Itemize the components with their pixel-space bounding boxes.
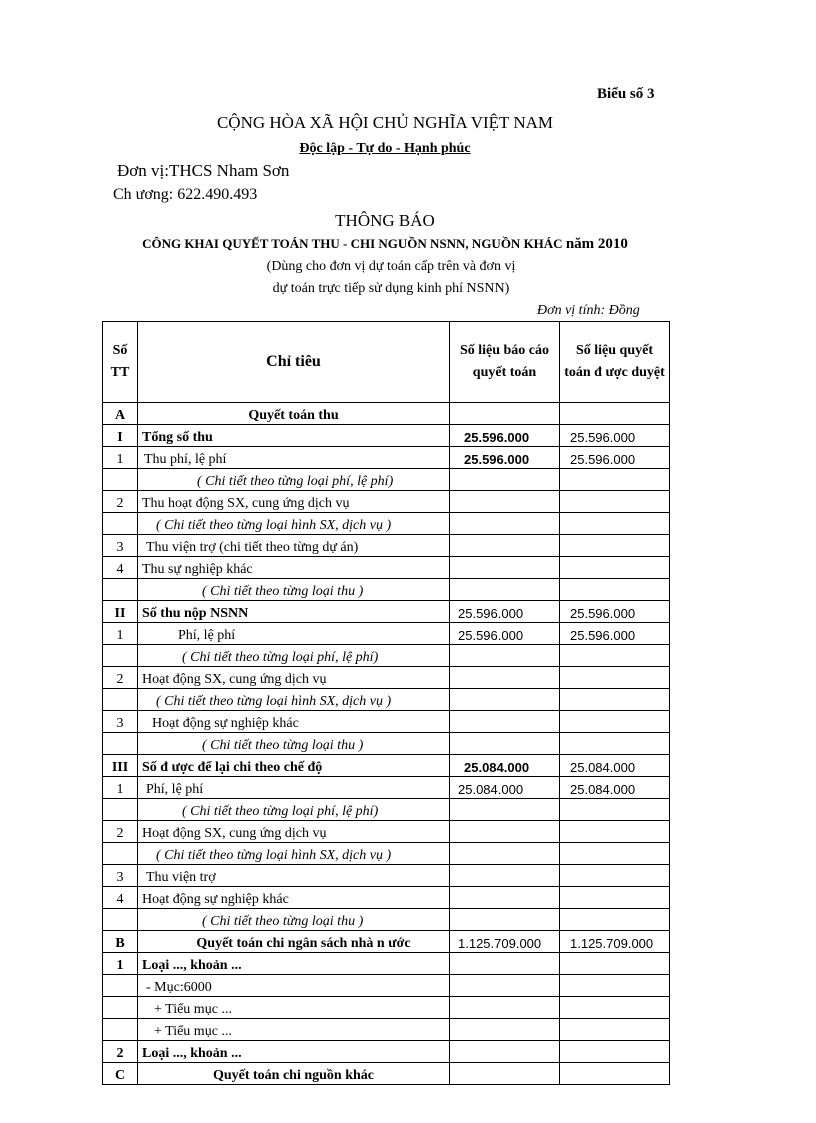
row-reported-value: 25.084.000 — [450, 755, 560, 777]
col-header-indicator: Chỉ tiêu — [138, 322, 450, 403]
unit-name: Đơn vị:THCS Nham Sơn — [117, 161, 290, 180]
row-approved-value — [560, 843, 670, 865]
row-indicator: Hoạt động sự nghiệp khác — [138, 887, 450, 909]
row-indicator: Số đ ược để lại chi theo chế độ — [138, 755, 450, 777]
row-reported-value — [450, 865, 560, 887]
row-indicator: Thu sự nghiệp khác — [138, 557, 450, 579]
row-reported-value: 25.596.000 — [450, 447, 560, 469]
row-indicator: ( Chi tiết theo từng loại hình SX, dịch vụ ) — [138, 843, 450, 865]
row-reported-value — [450, 667, 560, 689]
row-reported-value: 1.125.709.000 — [450, 931, 560, 953]
row-approved-value — [560, 579, 670, 601]
row-stt: 2 — [103, 667, 138, 689]
row-stt: 1 — [103, 953, 138, 975]
row-reported-value — [450, 469, 560, 491]
row-approved-value: 25.084.000 — [560, 777, 670, 799]
table-row — [103, 469, 670, 491]
row-stt — [103, 579, 138, 601]
row-indicator: Phí, lệ phí — [138, 623, 450, 645]
row-indicator: + Tiểu mục ... — [138, 997, 450, 1019]
row-stt: I — [103, 425, 138, 447]
row-approved-value — [560, 1019, 670, 1041]
row-stt — [103, 645, 138, 667]
row-approved-value — [560, 887, 670, 909]
row-approved-value — [560, 469, 670, 491]
row-approved-value: 25.084.000 — [560, 755, 670, 777]
row-approved-value: 25.596.000 — [560, 623, 670, 645]
row-stt: 2 — [103, 1041, 138, 1063]
row-approved-value: 25.596.000 — [560, 425, 670, 447]
row-approved-value: 25.596.000 — [560, 447, 670, 469]
row-stt: 3 — [103, 711, 138, 733]
row-reported-value — [450, 909, 560, 931]
row-stt — [103, 469, 138, 491]
row-reported-value — [450, 843, 560, 865]
table-row — [103, 711, 670, 733]
table-row — [103, 953, 670, 975]
col-header-reported: Số liệu báo cáo quyết toán — [450, 322, 560, 403]
row-reported-value — [450, 975, 560, 997]
row-reported-value — [450, 513, 560, 535]
col-header-approved: Số liệu quyết toán đ ược duyệt — [560, 322, 670, 403]
table-row — [103, 667, 670, 689]
row-stt: 1 — [103, 777, 138, 799]
row-stt — [103, 689, 138, 711]
table-row — [103, 403, 670, 425]
table-row — [103, 821, 670, 843]
row-reported-value — [450, 799, 560, 821]
row-stt: III — [103, 755, 138, 777]
row-indicator: ( Chi tiết theo từng loại phí, lệ phí) — [138, 645, 450, 667]
row-stt: 2 — [103, 491, 138, 513]
row-approved-value: 1.125.709.000 — [560, 931, 670, 953]
table-row — [103, 447, 670, 469]
row-reported-value — [450, 579, 560, 601]
row-stt — [103, 975, 138, 997]
row-stt: 1 — [103, 447, 138, 469]
row-stt — [103, 1019, 138, 1041]
row-stt: B — [103, 931, 138, 953]
row-indicator: Quyết toán chi ngân sách nhà n ước — [138, 931, 450, 953]
row-stt — [103, 997, 138, 1019]
table-row — [103, 997, 670, 1019]
row-indicator: + Tiểu mục ... — [138, 1019, 450, 1041]
row-reported-value — [450, 491, 560, 513]
row-approved-value — [560, 997, 670, 1019]
table-row — [103, 623, 670, 645]
row-indicator: ( Chi tiết theo từng loại hình SX, dịch vụ ) — [138, 689, 450, 711]
row-approved-value — [560, 733, 670, 755]
national-motto: Độc lập - Tự do - Hạnh phúc — [299, 141, 471, 156]
table-row — [103, 887, 670, 909]
row-approved-value — [560, 953, 670, 975]
row-indicator: Phí, lệ phí — [138, 777, 450, 799]
row-reported-value — [450, 557, 560, 579]
chapter-code: Ch ương: 622.490.493 — [113, 186, 258, 203]
row-reported-value — [450, 689, 560, 711]
row-approved-value — [560, 799, 670, 821]
row-approved-value — [560, 667, 670, 689]
row-indicator: Thu viện trợ (chi tiết theo từng dự án) — [138, 535, 450, 557]
table-row — [103, 557, 670, 579]
row-reported-value — [450, 821, 560, 843]
currency-unit: Đơn vị tính: Đồng — [537, 303, 640, 318]
table-row — [103, 1041, 670, 1063]
row-reported-value: 25.596.000 — [450, 623, 560, 645]
table-row — [103, 601, 670, 623]
table-row — [103, 425, 670, 447]
row-indicator: Số thu nộp NSNN — [138, 601, 450, 623]
row-approved-value — [560, 557, 670, 579]
row-stt — [103, 843, 138, 865]
row-stt: 1 — [103, 623, 138, 645]
row-reported-value — [450, 645, 560, 667]
row-stt: 2 — [103, 821, 138, 843]
table-row — [103, 1019, 670, 1041]
row-stt — [103, 799, 138, 821]
table-row — [103, 491, 670, 513]
row-approved-value — [560, 1063, 670, 1085]
row-approved-value — [560, 975, 670, 997]
row-reported-value — [450, 1041, 560, 1063]
row-stt: 3 — [103, 535, 138, 557]
table-row — [103, 865, 670, 887]
row-reported-value — [450, 1063, 560, 1085]
row-approved-value — [560, 513, 670, 535]
row-reported-value — [450, 953, 560, 975]
table-row — [103, 1063, 670, 1085]
row-indicator: Quyết toán thu — [138, 403, 450, 425]
row-approved-value — [560, 689, 670, 711]
row-indicator: Loại ..., khoản ... — [138, 1041, 450, 1063]
notice-subtitle — [0, 236, 770, 253]
row-approved-value — [560, 865, 670, 887]
row-approved-value — [560, 711, 670, 733]
row-indicator: Hoạt động SX, cung ứng dịch vụ — [138, 821, 450, 843]
row-indicator: Hoạt động sự nghiệp khác — [138, 711, 450, 733]
row-indicator: Thu hoạt động SX, cung ứng dịch vụ — [138, 491, 450, 513]
row-reported-value: 25.084.000 — [450, 777, 560, 799]
row-reported-value — [450, 535, 560, 557]
table-row — [103, 645, 670, 667]
row-approved-value — [560, 1041, 670, 1063]
row-stt: A — [103, 403, 138, 425]
notice-title: THÔNG BÁO — [335, 211, 435, 230]
notice-subtitle-text: CÔNG KHAI QUYẾT TOÁN THU - CHI NGUỒN NSNN, NGUỒN KHÁC — [142, 236, 563, 251]
settlement-table-body — [103, 322, 670, 1085]
row-stt: C — [103, 1063, 138, 1085]
settlement-table — [102, 321, 670, 1085]
row-reported-value — [450, 733, 560, 755]
row-indicator: Loại ..., khoản ... — [138, 953, 450, 975]
row-stt — [103, 733, 138, 755]
row-stt: 3 — [103, 865, 138, 887]
table-row — [103, 931, 670, 953]
row-stt: 4 — [103, 557, 138, 579]
row-stt: II — [103, 601, 138, 623]
table-row — [103, 909, 670, 931]
col-header-stt: Số TT — [103, 322, 138, 403]
table-row — [103, 755, 670, 777]
row-indicator: Tổng số thu — [138, 425, 450, 447]
row-stt: 4 — [103, 887, 138, 909]
row-indicator: Thu phí, lệ phí — [138, 447, 450, 469]
row-indicator: Hoạt động SX, cung ứng dịch vụ — [138, 667, 450, 689]
row-indicator: ( Chi tiết theo từng loại phí, lệ phí) — [138, 799, 450, 821]
row-approved-value — [560, 535, 670, 557]
table-row — [103, 843, 670, 865]
row-stt — [103, 909, 138, 931]
row-reported-value — [450, 711, 560, 733]
row-approved-value: 25.596.000 — [560, 601, 670, 623]
table-row — [103, 733, 670, 755]
row-approved-value — [560, 645, 670, 667]
row-indicator: ( Chi tiết theo từng loại phí, lệ phí) — [138, 469, 450, 491]
table-row — [103, 799, 670, 821]
row-reported-value — [450, 887, 560, 909]
table-row — [103, 777, 670, 799]
row-reported-value: 25.596.000 — [450, 425, 560, 447]
row-approved-value — [560, 403, 670, 425]
row-approved-value — [560, 821, 670, 843]
row-indicator: ( Chi tiết theo từng loại thu ) — [138, 909, 450, 931]
table-row — [103, 513, 670, 535]
table-row — [103, 975, 670, 997]
usage-note-line-1: (Dùng cho đơn vị dự toán cấp trên và đơn vị — [266, 259, 516, 274]
row-indicator: Quyết toán chi nguồn khác — [138, 1063, 450, 1085]
row-indicator: ( Chi tiết theo từng loại hình SX, dịch vụ ) — [138, 513, 450, 535]
row-reported-value — [450, 1019, 560, 1041]
table-row — [103, 535, 670, 557]
notice-year: năm 2010 — [565, 236, 628, 252]
row-stt — [103, 513, 138, 535]
row-reported-value — [450, 997, 560, 1019]
usage-note-line-2: dự toán trực tiếp sử dụng kinh phí NSNN) — [272, 281, 510, 296]
row-indicator: Thu viện trợ — [138, 865, 450, 887]
row-reported-value — [450, 403, 560, 425]
table-row — [103, 689, 670, 711]
row-indicator: ( Chi tiết theo từng loại thu ) — [138, 733, 450, 755]
table-header-row — [103, 322, 670, 403]
row-approved-value — [560, 491, 670, 513]
row-indicator: ( Chi tiết theo từng loại thu ) — [138, 579, 450, 601]
form-number: Biểu số 3 — [597, 86, 655, 102]
row-reported-value: 25.596.000 — [450, 601, 560, 623]
row-approved-value — [560, 909, 670, 931]
row-indicator: - Mục:6000 — [138, 975, 450, 997]
country-heading: CỘNG HÒA XÃ HỘI CHỦ NGHĨA VIỆT NAM — [216, 113, 554, 132]
table-row — [103, 579, 670, 601]
